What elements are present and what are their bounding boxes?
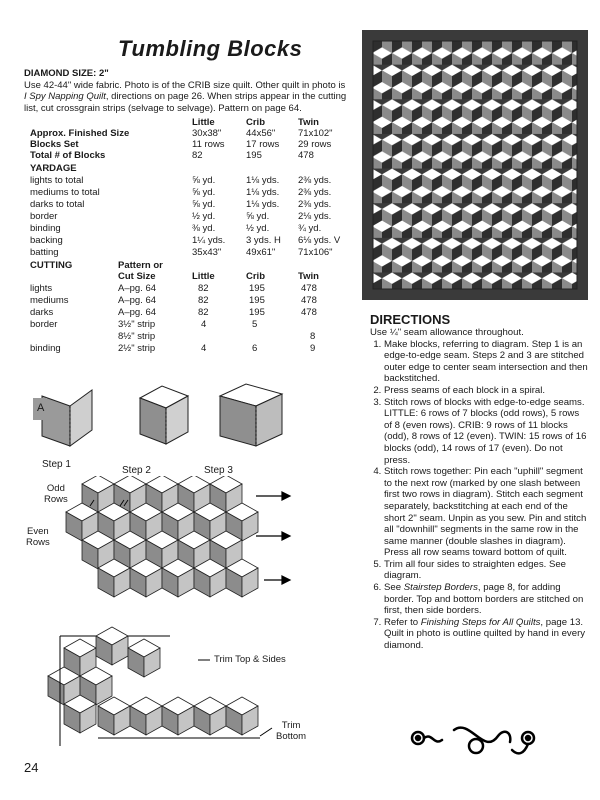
yardage-cell: 1⅛ yds. bbox=[246, 175, 280, 186]
yardage-cell: ⅝ yd. bbox=[192, 187, 216, 198]
size-cell: 478 bbox=[298, 150, 314, 161]
cutting-cell: 8 bbox=[310, 331, 316, 342]
direction-item: 4. Stitch rows together: Pin each "uphill" segment to the next row (marked by one slash between first two rows in diagram). Stitch each segment separately, backstitching at each end of the short 2" seam. Unpin as you sew. Pin and stitch all "downhill" segments in the same row in the same manner (double slashes in diagram). Press all row seams toward bottom of quilt. bbox=[384, 466, 588, 559]
cutting-label: border bbox=[30, 319, 58, 330]
yardage-cell: 1¼ yds. bbox=[192, 235, 226, 246]
cutting-pattern: 2½" strip bbox=[118, 343, 156, 354]
step2-label: Step 2 bbox=[122, 465, 151, 476]
cutting-cell: 195 bbox=[249, 307, 265, 318]
yardage-label: darks to total bbox=[30, 199, 85, 210]
intro-line-2 bbox=[24, 91, 354, 103]
yardage-heading: YARDAGE bbox=[30, 163, 77, 174]
yardage-cell: ¾ yd. bbox=[298, 223, 322, 234]
size-cell: 82 bbox=[192, 150, 203, 161]
cutting-cell: 195 bbox=[249, 295, 265, 306]
cutting-cell: 4 bbox=[201, 319, 207, 330]
cutting-header-twin: Twin bbox=[298, 271, 319, 282]
cutting-label: mediums bbox=[30, 295, 69, 306]
trim-label-2: Bottom bbox=[276, 731, 307, 742]
item7-pre: Refer to bbox=[384, 616, 421, 628]
size-cell: 29 rows bbox=[298, 139, 332, 150]
yardage-cell: ⅜ yd. bbox=[192, 223, 216, 234]
intro-line-3: list, cut crossgrain strips (selvage to selvage). Pattern on page 64. bbox=[24, 102, 302, 114]
yardage-label: binding bbox=[30, 223, 61, 234]
cutting-cell: 82 bbox=[198, 295, 209, 306]
yardage-cell: 3 yds. H bbox=[246, 235, 281, 246]
quilt-photo bbox=[362, 30, 588, 300]
item6-post: , page 8, for adding border. Top and bottom borders are stitched on first, then side borders. bbox=[384, 582, 584, 617]
size-cell: 30x38" bbox=[192, 128, 222, 139]
yardage-label: mediums to total bbox=[30, 187, 100, 198]
cutting-pattern: 8½" strip bbox=[118, 331, 156, 342]
direction-item: 5. Trim all four sides to straighten edges. See diagram. bbox=[384, 559, 588, 582]
size-cell: 44x56" bbox=[246, 128, 276, 139]
trim-sides-label: Trim Top & Sides bbox=[214, 654, 286, 665]
yardage-cell: 2⅜ yds. bbox=[298, 187, 332, 198]
yardage-label: batting bbox=[30, 247, 59, 258]
cutting-pattern: A–pg. 64 bbox=[118, 307, 157, 318]
odd-label-2: Rows bbox=[44, 494, 68, 505]
cutting-header-crib: Crib bbox=[246, 271, 265, 282]
diamond-size-label: DIAMOND SIZE: 2" bbox=[24, 68, 109, 79]
yardage-label: border bbox=[30, 211, 58, 222]
cutting-cell: 82 bbox=[198, 307, 209, 318]
cutting-pattern: A–pg. 64 bbox=[118, 283, 157, 294]
cutting-label: binding bbox=[30, 343, 61, 354]
cutting-cell: 478 bbox=[301, 295, 317, 306]
intro-quilt-name: I Spy Napping Quilt bbox=[24, 91, 106, 102]
direction-item bbox=[384, 617, 588, 652]
cutting-cell: 9 bbox=[310, 343, 316, 354]
step3-label: Step 3 bbox=[204, 465, 233, 476]
cutting-header-little: Little bbox=[192, 271, 215, 282]
yardage-cell: ⅝ yd. bbox=[246, 211, 270, 222]
page-title: Tumbling Blocks bbox=[118, 36, 303, 61]
cutting-pattern: A–pg. 64 bbox=[118, 295, 157, 306]
size-header-twin: Twin bbox=[298, 117, 319, 128]
size-header-little: Little bbox=[192, 117, 215, 128]
yardage-label: lights to total bbox=[30, 175, 84, 186]
yardage-cell: 1⅛ yds. bbox=[246, 187, 280, 198]
cutting-label: lights bbox=[30, 283, 53, 294]
yardage-cell: ⅝ yd. bbox=[192, 175, 216, 186]
yardage-cell: 1⅛ yds. bbox=[246, 199, 280, 210]
yardage-cell: 2⅜ yds. bbox=[298, 199, 332, 210]
yardage-cell: ½ yd. bbox=[246, 223, 270, 234]
cutting-cell: 195 bbox=[249, 283, 265, 294]
cutting-heading: CUTTING bbox=[30, 260, 73, 271]
direction-item bbox=[384, 582, 588, 617]
item6-ref: Stairstep Borders bbox=[403, 582, 478, 594]
yardage-cell: 2⅜ yds. bbox=[298, 175, 332, 186]
intro-line-1: Use 42-44" wide fabric. Photo is of the CRIB size quilt. Other quilt in photo is bbox=[24, 79, 346, 91]
size-cell: 17 rows bbox=[246, 139, 280, 150]
step1-label: Step 1 bbox=[42, 459, 71, 470]
even-rows-label bbox=[26, 526, 50, 548]
intro-line-2-rest: , directions on page 26. When strips appear in the cutting bbox=[105, 91, 347, 102]
size-row-label: Blocks Set bbox=[30, 139, 79, 150]
intro-block bbox=[24, 68, 354, 114]
trim-label-1: Trim bbox=[281, 720, 301, 731]
cutting-cell: 6 bbox=[252, 343, 258, 354]
even-label-2: Rows bbox=[26, 537, 50, 548]
direction-item: 3. Stitch rows of blocks with edge-to-edge seams. LITTLE: 6 rows of 7 blocks (odd rows), 5 rows of 8 (even rows). CRIB: 9 rows of 11 blocks (odd), 8 rows of 12 (even). TWIN: 15 rows of 16 blocks (odd), 14 rows of 17 (even). Do not press. bbox=[384, 397, 588, 467]
size-cell: 11 rows bbox=[192, 139, 225, 150]
directions-list bbox=[370, 339, 588, 652]
directions-body bbox=[370, 327, 588, 652]
steps-illustration bbox=[20, 376, 360, 476]
size-cell: 71x102" bbox=[298, 128, 333, 139]
cutting-cell: 4 bbox=[201, 343, 207, 354]
yardage-cell: 71x106" bbox=[298, 247, 333, 258]
yardage-cell: 49x61" bbox=[246, 247, 276, 258]
item6-pre: See bbox=[384, 582, 404, 594]
odd-rows-label bbox=[44, 483, 68, 505]
step1-figure bbox=[42, 390, 92, 446]
cutting-cell: 478 bbox=[301, 283, 317, 294]
cutting-cell: 82 bbox=[198, 283, 209, 294]
cutting-pattern: 3½" strip bbox=[118, 319, 156, 330]
item7-ref: Finishing Steps for All Quilts bbox=[420, 616, 541, 628]
cutting-col-pattern: Pattern or bbox=[118, 260, 163, 271]
yardage-cell: 2⅛ yds. bbox=[298, 211, 332, 222]
yardage-cell: 35x43" bbox=[192, 247, 222, 258]
size-cell: 195 bbox=[246, 150, 262, 161]
yardage-cell: 6⅛ yds. V bbox=[298, 235, 341, 246]
item7-post: , page 13. Quilt in photo is outline quilted by hand in every diamond. bbox=[384, 616, 586, 652]
cutting-col-cutsize: Cut Size bbox=[118, 271, 156, 282]
odd-label-1: Odd bbox=[46, 483, 65, 494]
yardage-label: backing bbox=[30, 235, 63, 246]
directions-heading: DIRECTIONS bbox=[370, 312, 451, 327]
page-number: 24 bbox=[24, 760, 39, 775]
step2-figure bbox=[140, 386, 188, 444]
decorative-flourish-icon bbox=[400, 716, 550, 766]
size-header-crib: Crib bbox=[246, 117, 265, 128]
cutting-cell: 5 bbox=[252, 319, 258, 330]
yardage-cell: ⅝ yd. bbox=[192, 199, 216, 210]
cutting-cell: 478 bbox=[301, 307, 317, 318]
size-row-label: Approx. Finished Size bbox=[30, 128, 130, 139]
cutting-label: darks bbox=[30, 307, 54, 318]
directions-intro: Use ¼" seam allowance throughout. bbox=[370, 327, 524, 338]
yardage-cell: ½ yd. bbox=[192, 211, 216, 222]
size-row-label: Total # of Blocks bbox=[30, 150, 106, 161]
pattern-a-label: A bbox=[37, 402, 45, 414]
direction-item: 2. Press seams of each block in a spiral. bbox=[384, 385, 588, 397]
rows-diagram bbox=[20, 476, 350, 756]
step3-figure bbox=[220, 384, 282, 446]
direction-item: 1. Make blocks, referring to diagram. Step 1 is an edge-to-edge seam. Steps 2 and 3 are stitched outer edge to center seam intersection and then backstitched. bbox=[384, 339, 588, 385]
trim-bottom-label bbox=[276, 720, 306, 742]
even-label-1: Even bbox=[27, 526, 49, 537]
